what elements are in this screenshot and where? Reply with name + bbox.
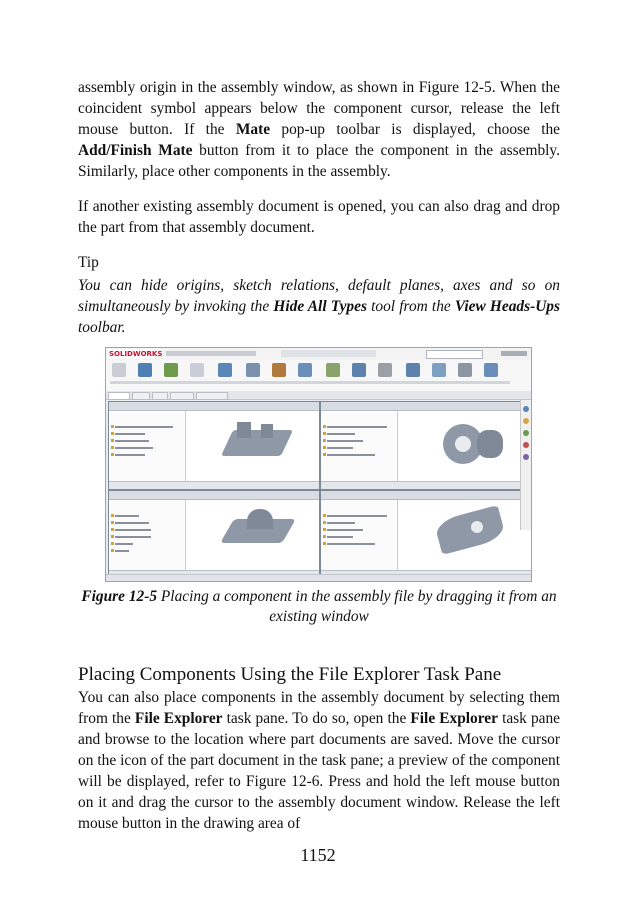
text-run: task pane and browse to the location where part documents are saved. Move the cursor on the icon of the part document in the task pane; a preview of the component will be displayed, refer to Figure 12-6. Press and hold the left mouse button on it and drag the cursor to the assembly document window. Release the left mouse button in the drawing area of — [78, 710, 561, 832]
tip-label: Tip — [78, 254, 99, 271]
status-bar — [106, 574, 531, 581]
section-heading: Placing Components Using the File Explorer Task Pane — [78, 664, 502, 685]
paragraph-existing-assembly — [78, 196, 560, 238]
part-window-top-right — [320, 401, 532, 490]
bold-file-explorer: File Explorer — [134, 710, 223, 727]
bold-view-heads-ups: View Heads-Ups — [454, 298, 560, 315]
text-run: pop-up toolbar is displayed, choose the — [270, 121, 560, 138]
text-run: assembly origin in the assembly window, as shown in Figure 12-5. When the coincident symbol appears below the component cursor, release the left mouse button. If the — [78, 79, 560, 138]
part-window-bottom-right — [320, 490, 532, 579]
text-run: toolbar. — [78, 319, 126, 336]
command-tabs — [106, 391, 531, 400]
bold-hide-all-types: Hide All Types — [273, 298, 367, 315]
figure-caption — [78, 587, 560, 627]
text-run: task pane. To do so, open the — [222, 710, 411, 727]
solidworks-logo: SOLIDWORKS — [109, 350, 163, 358]
command-ribbon — [106, 360, 531, 392]
bold-file-explorer: File Explorer — [410, 710, 498, 727]
assembly-window-top-left — [108, 401, 320, 490]
figure-12-5-screenshot — [105, 347, 532, 582]
text-run: If another existing assembly document is opened, you can also drag and drop the part from that assembly document. — [78, 198, 560, 236]
text-run: button from it to place the component in the assembly. Similarly, place other components in the assembly. — [78, 142, 560, 180]
part-window-bottom-left — [108, 490, 320, 579]
text-run: tool from the — [366, 298, 455, 315]
page-number: 1152 — [300, 845, 336, 865]
task-pane-tabs — [520, 400, 531, 530]
text-run: You can also place components in the assembly document by selecting them from the — [78, 689, 560, 727]
caption-text: Placing a component in the assembly file by dragging it from an existing window — [157, 588, 557, 625]
paragraph-file-explorer — [78, 687, 560, 834]
text-run: You can hide origins, sketch relations, default planes, axes and so on simultaneously by invoking the — [78, 277, 560, 315]
caption-label: Figure 12-5 — [81, 588, 158, 605]
paragraph-assembly-origin — [78, 77, 560, 182]
tip-body — [78, 275, 560, 338]
bold-add-finish-mate: Add/Finish Mate — [78, 142, 193, 159]
bold-mate: Mate — [235, 121, 271, 138]
